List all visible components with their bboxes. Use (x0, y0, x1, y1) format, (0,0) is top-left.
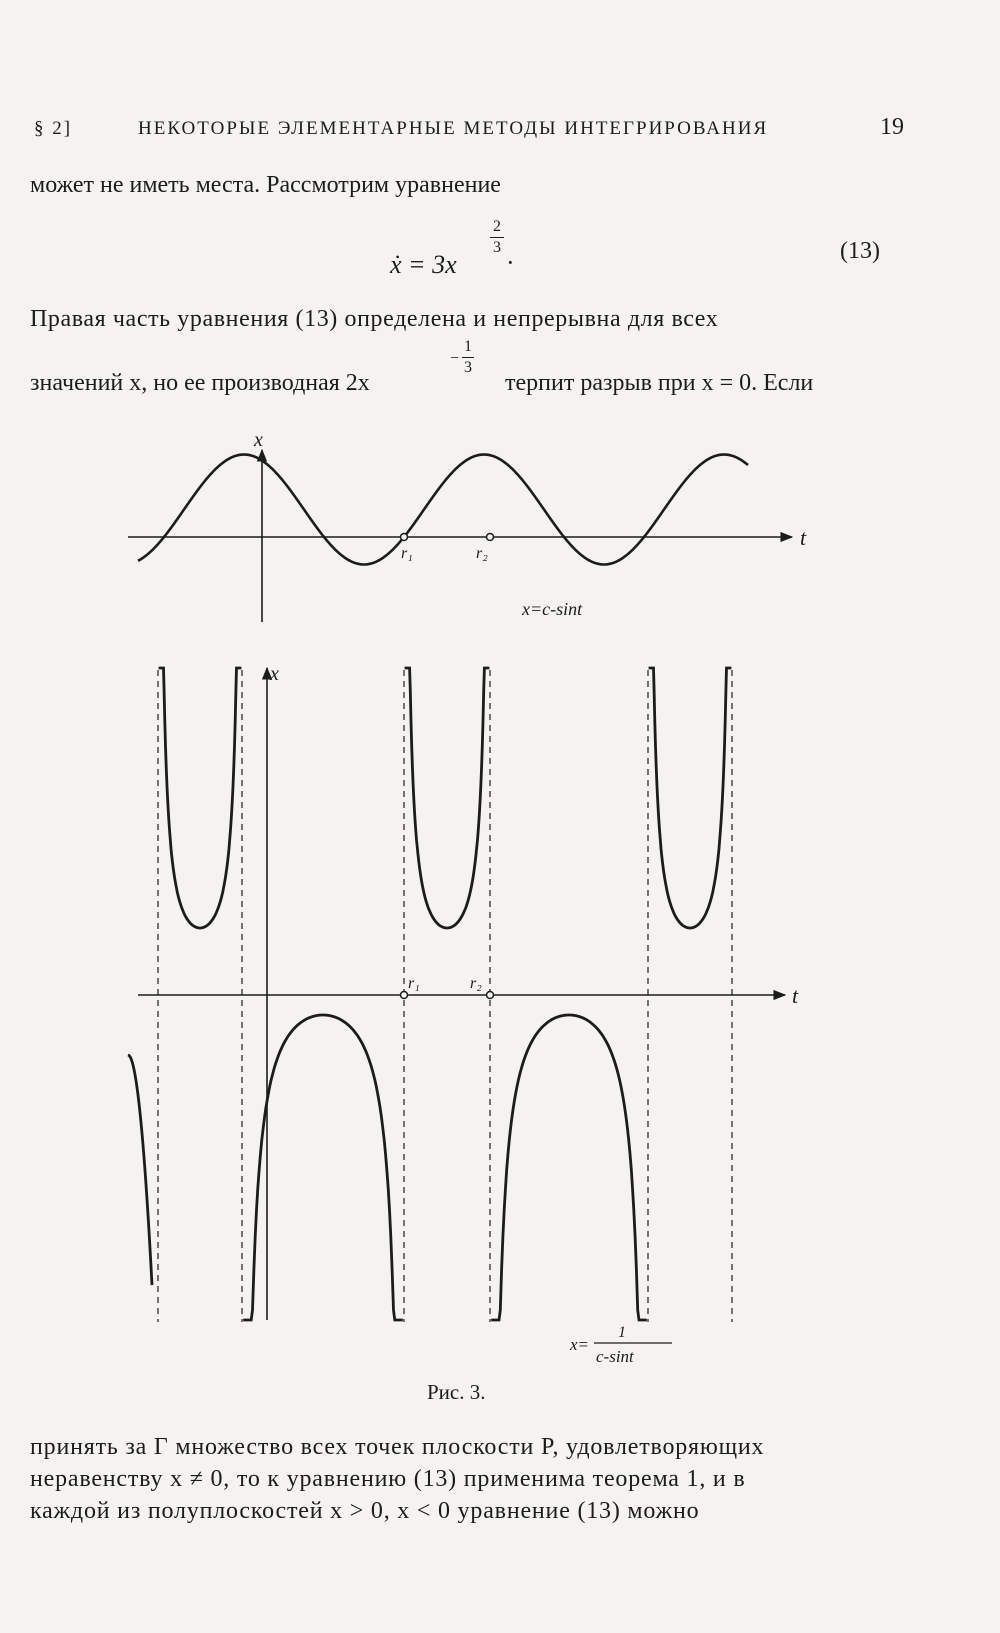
exponent-sign: − (450, 350, 460, 367)
asymptotes (158, 670, 732, 1322)
para2-line-2: неравенству x ≠ 0, то к уравнению (13) применима теорема 1, и в (30, 1466, 746, 1492)
text-line-2: Правая часть уравнения (13) определена и непрерывна для всех (30, 306, 719, 332)
bottom-plot (128, 663, 799, 1366)
running-title: НЕКОТОРЫЕ ЭЛЕМЕНТАРНЫЕ МЕТОДЫ ИНТЕГРИРОВАНИЯ (138, 118, 769, 139)
top-t-label: t (800, 525, 807, 550)
equation-dot: · (506, 248, 515, 277)
section-marker: § 2] (34, 118, 73, 139)
text-line-3-before: значений x, но ее производная 2x (30, 370, 370, 396)
negative-branch (491, 1015, 647, 1320)
bottom-curves (128, 668, 731, 1320)
top-r1-label: r₁ (401, 545, 413, 562)
top-root-1 (401, 534, 408, 541)
equation-body: ẋ = 3x (390, 250, 457, 279)
top-plot (128, 429, 807, 622)
exponent-numerator: 2 (493, 218, 501, 235)
bottom-curve-label-num: 1 (618, 1324, 626, 1341)
bottom-r1-label: r₁ (408, 975, 420, 992)
exponent-denominator: 3 (493, 239, 501, 256)
bottom-t-label: t (792, 983, 799, 1008)
bottom-curve-label-lhs: x= (570, 1335, 590, 1354)
positive-branch (649, 668, 732, 928)
para2-line-3: каждой из полуплоскостей x > 0, x < 0 уравнение (13) можно (30, 1498, 700, 1524)
bottom-root-1 (401, 992, 408, 999)
top-curve-label: x=c-sint (522, 599, 583, 619)
bottom-curve-label-den: c-sint (596, 1347, 634, 1366)
page-number: 19 (880, 114, 904, 140)
figure-caption: Рис. 3. (427, 1380, 486, 1404)
top-root-2 (487, 534, 494, 541)
positive-branch (159, 668, 242, 928)
equation-number: (13) (840, 238, 880, 264)
top-curve (138, 455, 748, 565)
negative-branch-partial (128, 1055, 152, 1285)
exponent-denominator: 3 (464, 359, 472, 376)
exponent-numerator: 1 (464, 338, 472, 355)
text-line-1: может не иметь места. Рассмотрим уравнение (30, 172, 501, 198)
para2-line-1: принять за Г множество всех точек плоскости P, удовлетворяющих (30, 1434, 765, 1460)
bottom-r2-label: r₂ (470, 975, 482, 992)
text-line-3-after: терпит разрыв при x = 0. Если (505, 370, 814, 396)
top-x-label: x (254, 429, 263, 451)
bottom-root-2 (487, 992, 494, 999)
positive-branch (405, 668, 490, 928)
bottom-x-label: x (270, 663, 279, 685)
top-r2-label: r₂ (476, 545, 488, 562)
